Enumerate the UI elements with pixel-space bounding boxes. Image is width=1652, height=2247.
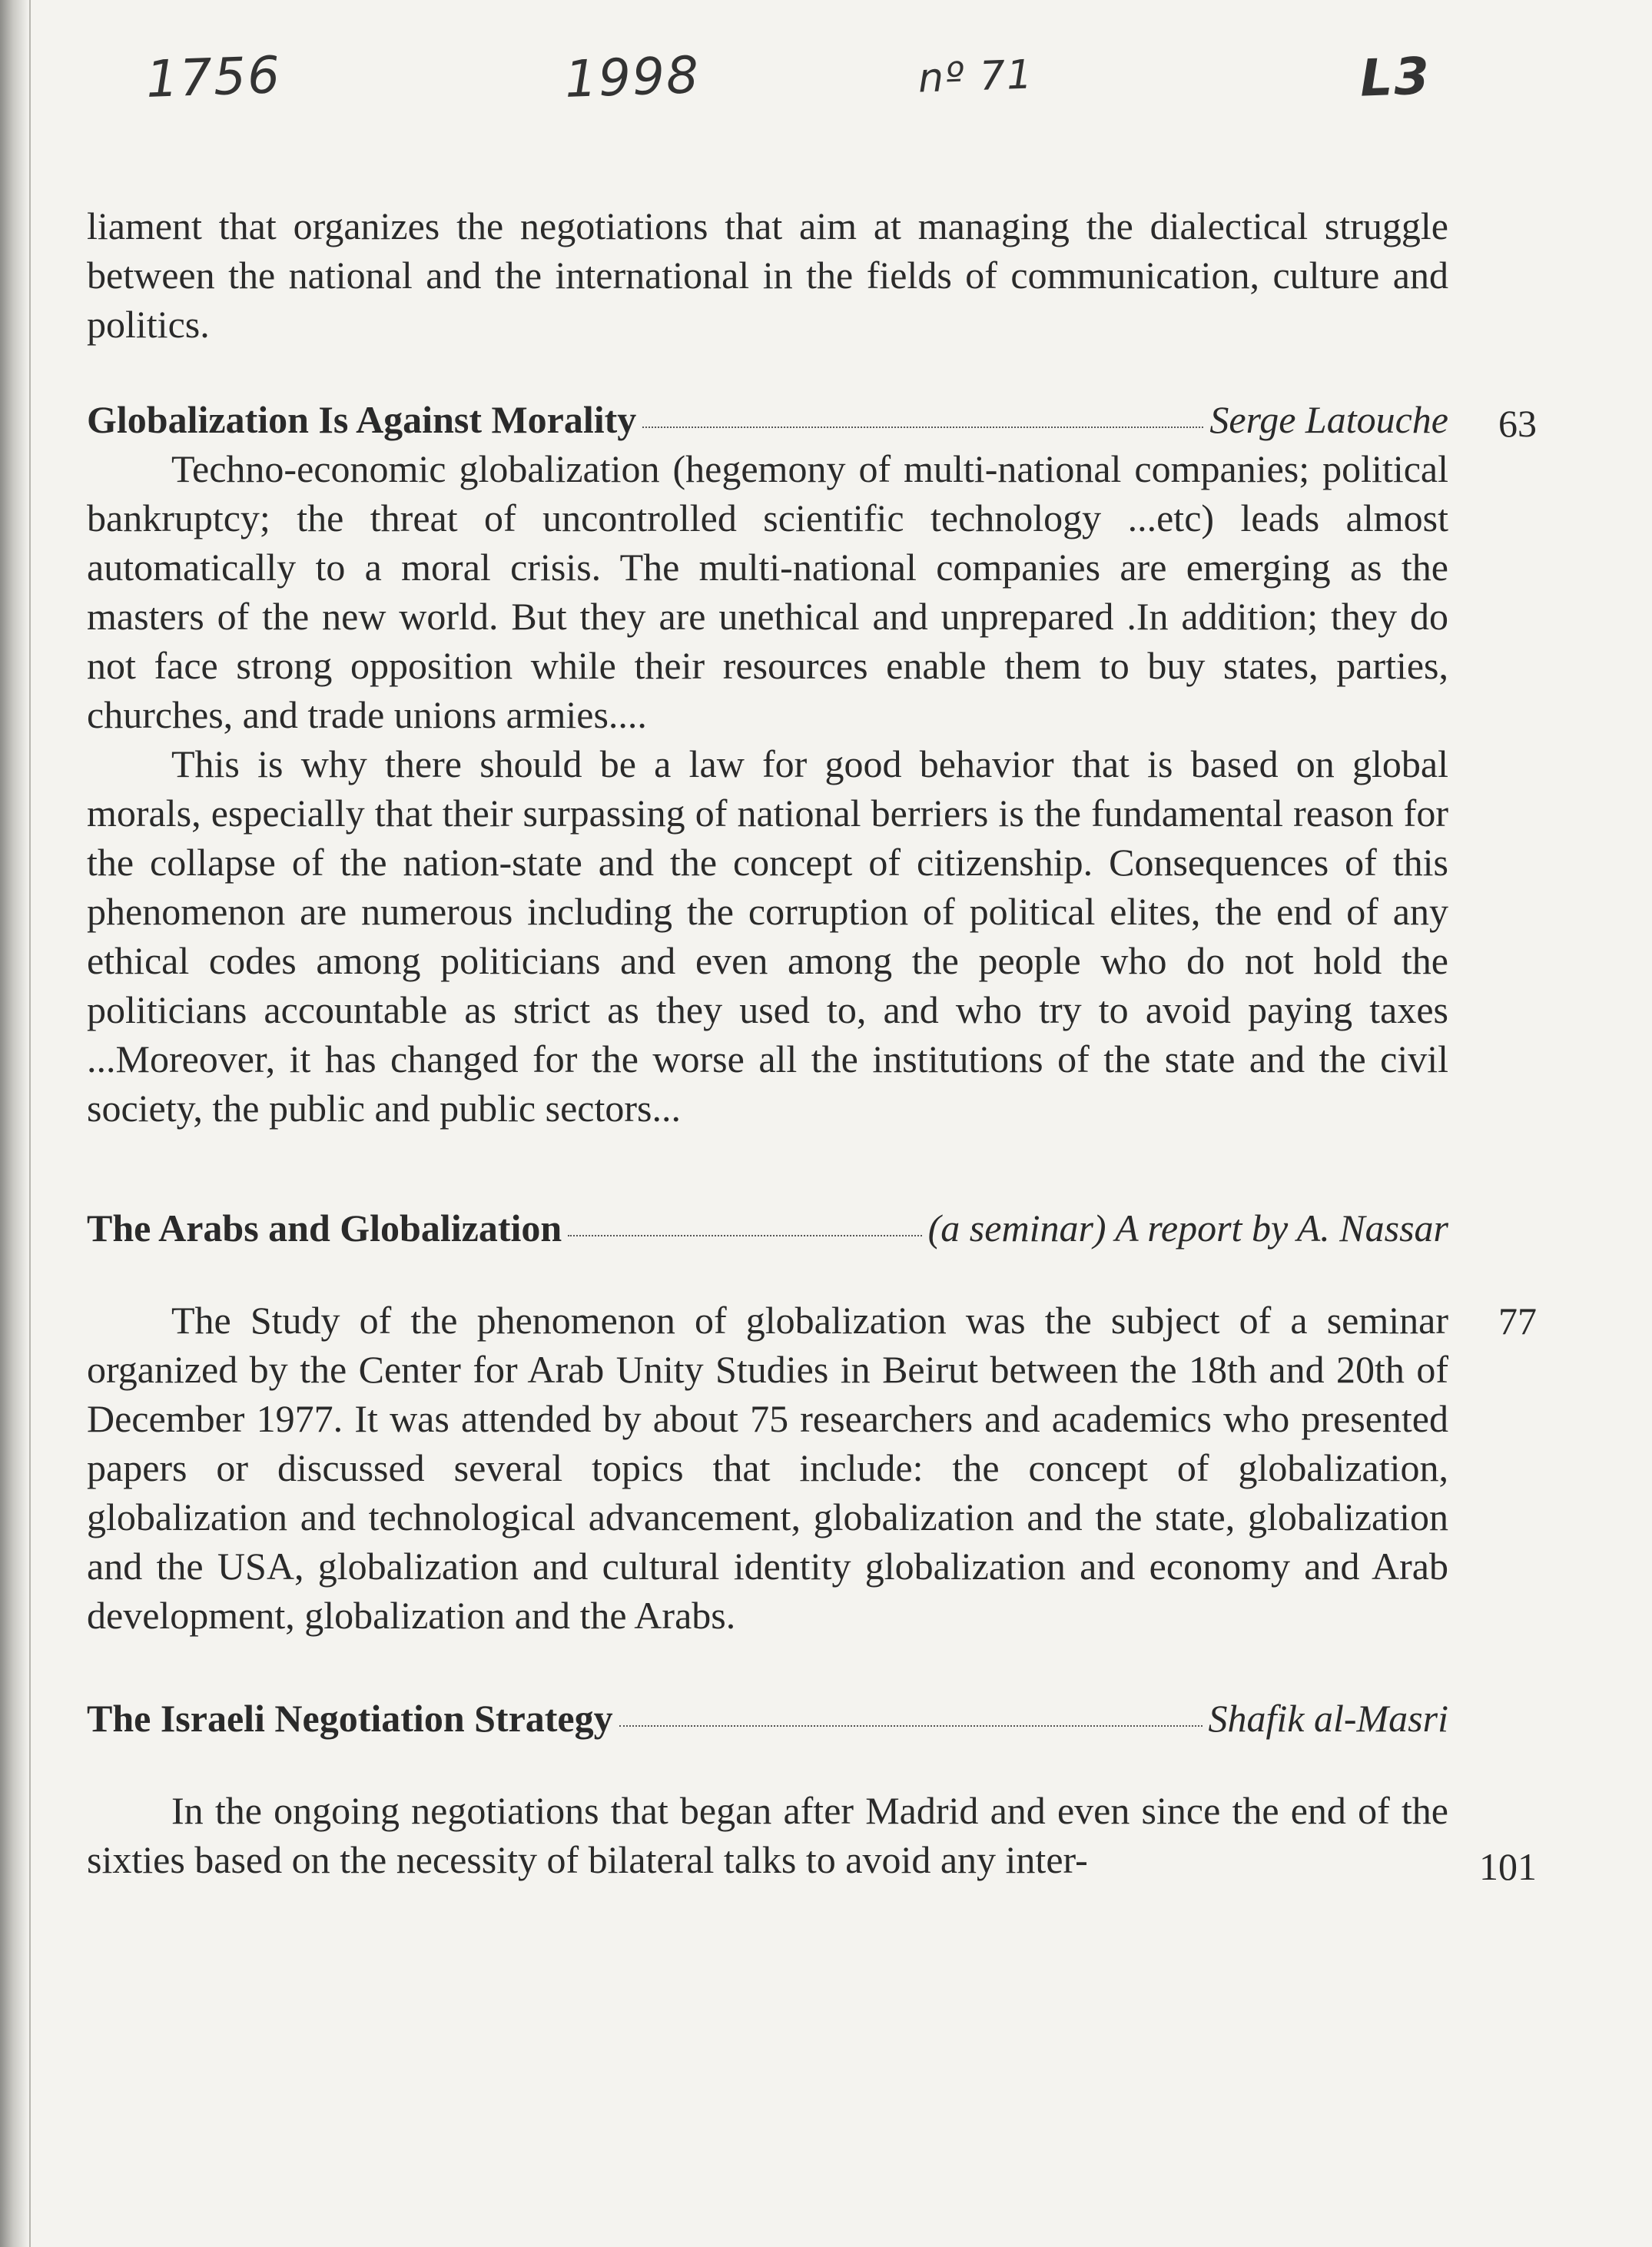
dotted-leader (619, 1724, 1203, 1727)
handwritten-page-mark: L3 (1358, 46, 1432, 108)
entry-title: The Arabs and Globalization (87, 1206, 562, 1250)
entry-paragraph: The Study of the phenomenon of globalization was the subject of a seminar organized by the Center for Arab Unity Studies in Beirut between the 18th and 20th of December 1977. It was attended by about 75 researchers and academics who presented papers or discussed several topics that include: the concept of globalization, globalization and technological advancement, globalization and the state, globalization and the USA, globalization and cultural identity globalization and economy and Arab development, globalization and the Arabs. (87, 1299, 1448, 1637)
page-number-63: 63 (1498, 402, 1537, 445)
entry-paragraph: This is why there should be a law for good behavior that is based on global morals, especially that their surpassing of national berriers is the fundamental reason for the collapse of the nation-state and the concept of citizenship. Consequences of this phenomenon are numerous including the corruption of political elites, the end of any ethical codes among politicians and even among the people who do not hold the politicians accountable as strict as they used to, and who try to avoid paying taxes ...Moreover, it has changed for the worse all the institutions of the state and the civil society, the public and public sectors... (87, 742, 1448, 1130)
entry-title: Globalization Is Against Morality (87, 398, 637, 441)
dotted-leader (642, 426, 1203, 428)
handwritten-issue: nº 71 (917, 51, 1035, 102)
entry-heading (87, 1203, 1448, 1253)
page-binding-edge (29, 0, 31, 2247)
entry-author: (a seminar) A report by A. Nassar (927, 1206, 1448, 1250)
entry-paragraph: In the ongoing negotiations that began after Madrid and even since the end of the sixties based on the necessity of bilateral talks to avoid any inter- (87, 1789, 1448, 1881)
page-binding-shadow (0, 0, 29, 2247)
dotted-leader (568, 1234, 921, 1236)
entry-title: The Israeli Negotiation Strategy (87, 1697, 613, 1740)
entry-heading (87, 1694, 1448, 1743)
entry-paragraph: Techno-economic globalization (hegemony of multi-national companies; political bankruptcy; the threat of uncontrolled scientific technology ...etc) leads almost automatically to a moral crisis. The multi-national companies are emerging as the masters of the new world. But they are unethical and unprepared .In addition; they do not face strong opposition while their resources enable them to buy states, parties, churches, and trade unions armies.... (87, 447, 1448, 736)
entry-author: Shafik al-Masri (1208, 1697, 1448, 1740)
page-content (87, 201, 1448, 1884)
toc-entry-israeli-negotiation (87, 1694, 1448, 1884)
handwritten-year: 1998 (563, 45, 702, 110)
toc-entry-globalization-morality (87, 395, 1448, 1133)
page-number-77: 77 (1498, 1299, 1537, 1343)
handwritten-ref-number: 1756 (144, 45, 283, 110)
entry-heading (87, 395, 1448, 444)
toc-entry-arabs-globalization (87, 1203, 1448, 1640)
intro-paragraph: liament that organizes the negotiations that aim at managing the dialectical struggle between the national and the international in the fields of communication, culture and politics. (87, 204, 1448, 346)
entry-author: Serge Latouche (1209, 398, 1448, 441)
page-number-101: 101 (1479, 1845, 1537, 1888)
